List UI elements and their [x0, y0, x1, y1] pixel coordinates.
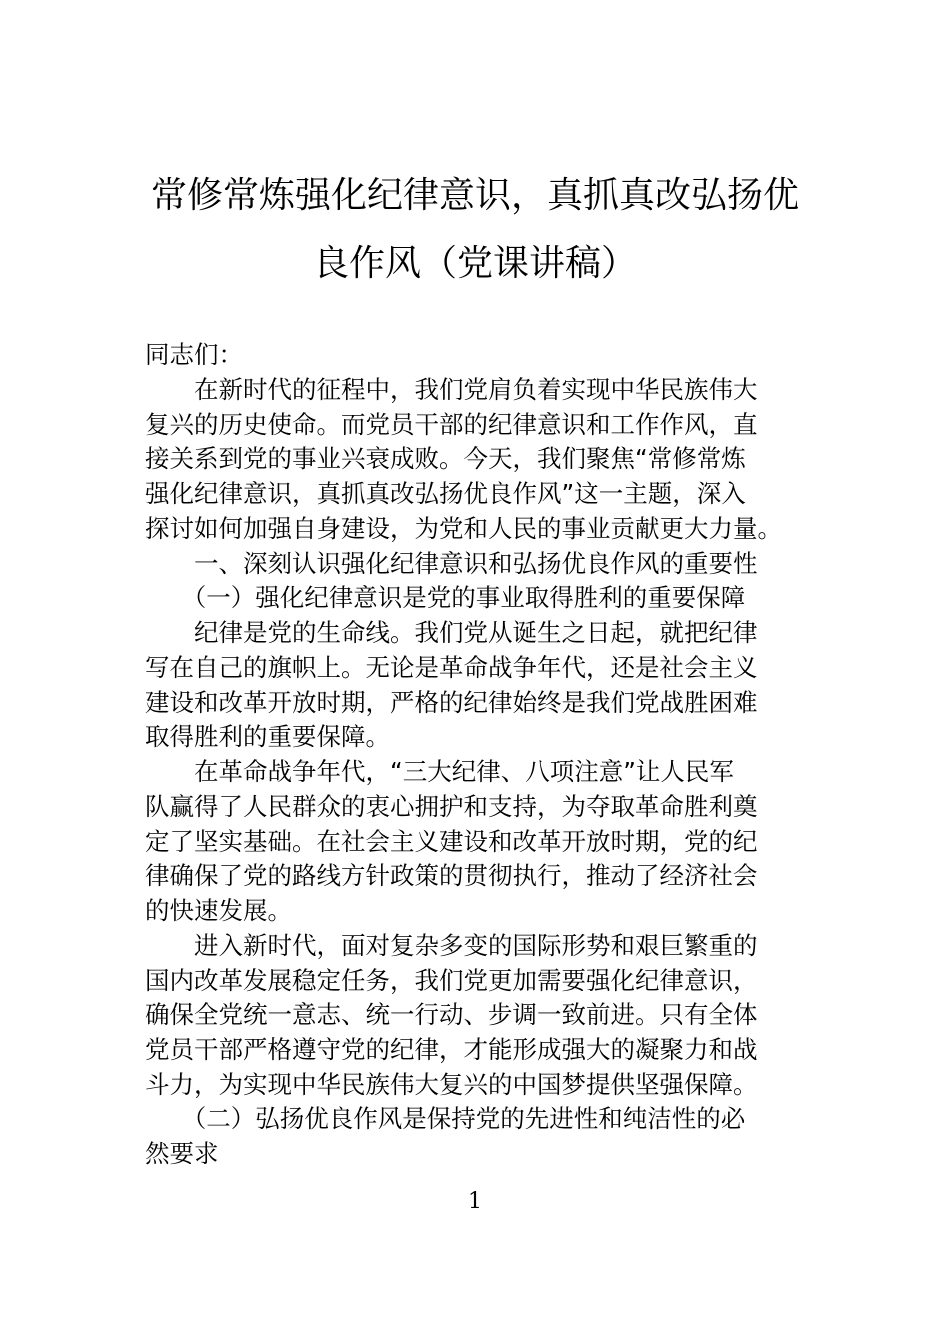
- text-line: 确保全党统一意志、统一行动、步调一致前进。只有全体: [145, 1000, 758, 1029]
- document-title-line-1: 常修常炼强化纪律意识，真抓真改弘扬优: [150, 175, 799, 216]
- text-line: 定了坚实基础。在社会主义建设和改革开放时期，党的纪: [145, 827, 758, 856]
- text-line: 国内改革发展稳定任务，我们党更加需要强化纪律意识，: [145, 966, 758, 995]
- text-line: 斗力，为实现中华民族伟大复兴的中国梦提供坚强保障。: [145, 1070, 758, 1099]
- text-line: 复兴的历史使命。而党员干部的纪律意识和工作作风，直: [145, 410, 758, 439]
- text-line: 取得胜利的重要保障。: [145, 722, 390, 751]
- text-line: 纪律是党的生命线。我们党从诞生之日起，就把纪律: [145, 618, 758, 647]
- document-title-line-2: 良作风（党课讲稿）: [312, 243, 637, 284]
- text-line: 队赢得了人民群众的衷心拥护和支持，为夺取革命胜利奠: [145, 792, 758, 821]
- text-line: 建设和改革开放时期，严格的纪律始终是我们党战胜困难: [145, 688, 758, 717]
- text-line: 探讨如何加强自身建设，为党和人民的事业贡献更大力量。: [145, 514, 782, 543]
- text-line: 接关系到党的事业兴衰成败。今天，我们聚焦“常修常炼: [145, 444, 746, 473]
- text-line: 的快速发展。: [145, 896, 292, 925]
- text-line: 然要求: [145, 1139, 219, 1168]
- text-line: 在革命战争年代，“三大纪律、八项注意”让人民军: [145, 757, 734, 786]
- text-line: 写在自己的旗帜上。无论是革命战争年代，还是社会主义: [145, 653, 758, 682]
- text-line: 在新时代的征程中，我们党肩负着实现中华民族伟大: [145, 375, 758, 404]
- text-line: 党员干部严格遵守党的纪律，才能形成强大的凝聚力和战: [145, 1035, 758, 1064]
- salutation: 同志们：: [145, 340, 243, 369]
- text-line: 律确保了党的路线方针政策的贯彻执行，推动了经济社会: [145, 861, 758, 890]
- subsection-heading: （二）弘扬优良作风是保持党的先进性和纯洁性的必: [145, 1104, 746, 1133]
- text-line: 强化纪律意识，真抓真改弘扬优良作风”这一主题，深入: [145, 479, 746, 508]
- text-line: 进入新时代，面对复杂多变的国际形势和艰巨繁重的: [145, 931, 758, 960]
- section-heading: 一、深刻认识强化纪律意识和弘扬优良作风的重要性: [145, 549, 758, 578]
- page-number: 1: [468, 1189, 482, 1214]
- subsection-heading: （一）强化纪律意识是党的事业取得胜利的重要保障: [145, 583, 746, 612]
